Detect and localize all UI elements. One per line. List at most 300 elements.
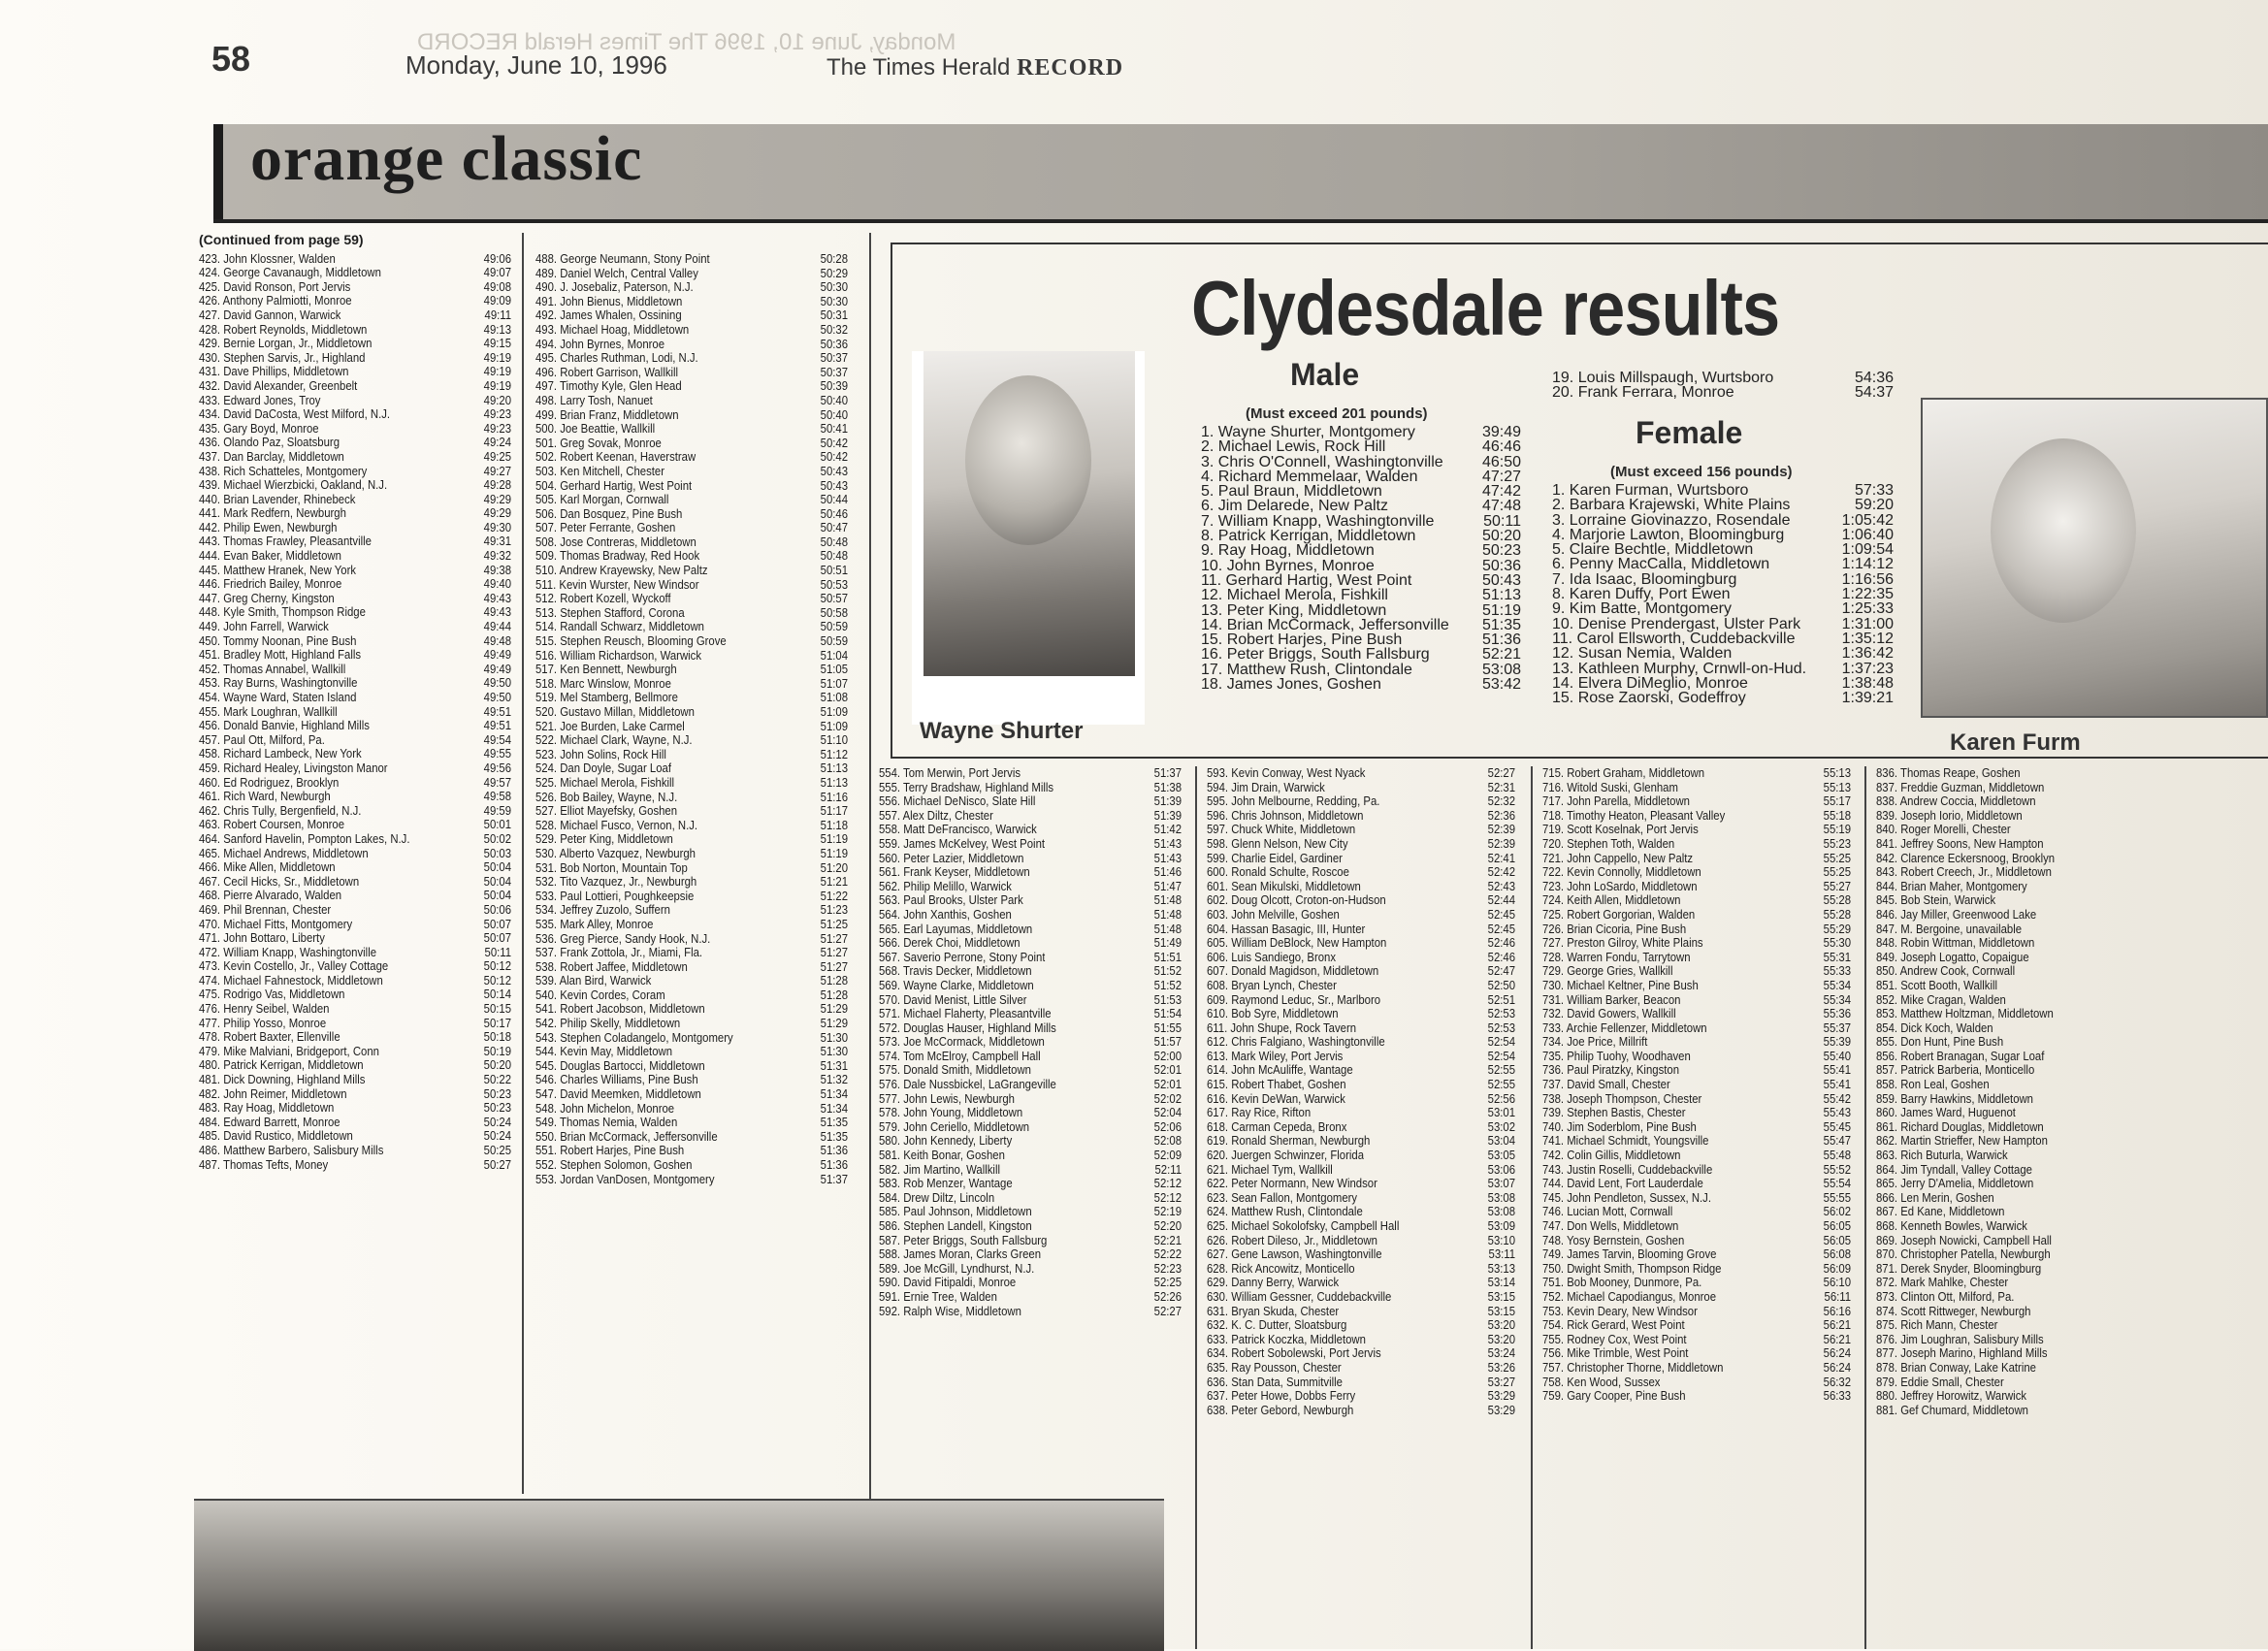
- result-row: [1207, 837, 1515, 852]
- result-row: [879, 1290, 1182, 1305]
- finish-time: 50:59: [820, 619, 849, 634]
- runner-name: 496. Robert Garrison, Wallkill: [535, 365, 679, 379]
- finish-time: 50:57: [820, 591, 849, 606]
- result-row: [199, 351, 511, 366]
- result-row: [199, 323, 511, 338]
- finish-time: 57:33: [1854, 482, 1894, 499]
- finish-time: 55:43: [1823, 1105, 1852, 1120]
- result-row: [535, 1130, 848, 1145]
- result-row: [535, 1102, 848, 1117]
- result-row: [199, 918, 511, 932]
- result-row: [199, 790, 511, 804]
- finish-time: 46:46: [1481, 438, 1521, 456]
- finish-time: 55:54: [1823, 1176, 1852, 1191]
- runner-name: 558. Matt DeFrancisco, Warwick: [879, 823, 1037, 837]
- runner-name: 874. Scott Rittweger, Newburgh: [1876, 1304, 2031, 1318]
- result-row: [1201, 425, 1521, 439]
- result-row: [1201, 543, 1521, 558]
- finish-time: 51:07: [820, 675, 849, 691]
- result-row: [879, 1106, 1182, 1120]
- finish-time: 1:39:21: [1841, 690, 1894, 707]
- result-row: [879, 1007, 1182, 1021]
- runner-name: 503. Ken Mitchell, Chester: [535, 464, 665, 478]
- runner-name: 598. Glenn Nelson, New City: [1207, 836, 1348, 851]
- runner-name: 836. Thomas Reape, Goshen: [1876, 766, 2021, 780]
- result-row: [1542, 893, 1851, 908]
- result-row: [1876, 1276, 2167, 1290]
- result-row: [879, 936, 1182, 951]
- runner-name: 450. Tommy Noonan, Pine Bush: [199, 633, 357, 648]
- runner-name: 587. Peter Briggs, South Fallsburg: [879, 1233, 1048, 1247]
- runner-name: 850. Andrew Cook, Cornwall: [1876, 964, 2016, 979]
- runner-name: 474. Michael Fahnestock, Middletown: [199, 973, 383, 987]
- result-row: [199, 592, 511, 606]
- runner-name: 461. Rich Ward, Newburgh: [199, 790, 331, 804]
- runner-name: 723. John LoSardo, Middletown: [1542, 879, 1698, 893]
- finish-time: 53:27: [1487, 1374, 1516, 1389]
- result-row: [879, 1305, 1182, 1319]
- runner-name: 445. Matthew Hranek, New York: [199, 563, 357, 577]
- finish-time: 51:31: [820, 1057, 849, 1073]
- finish-time: 50:44: [820, 492, 849, 507]
- finish-time: 51:17: [820, 803, 849, 819]
- result-row: [535, 507, 848, 522]
- result-row: [535, 1059, 848, 1074]
- result-row: [199, 847, 511, 861]
- result-row: [535, 691, 848, 705]
- result-row: [199, 889, 511, 903]
- runner-name: 729. George Gries, Wallkill: [1542, 964, 1673, 979]
- result-row: [199, 465, 511, 479]
- result-row: [1876, 1219, 2167, 1234]
- finish-time: 52:06: [1153, 1118, 1183, 1134]
- result-row: [879, 1063, 1182, 1078]
- runner-name: 10. Denise Prendergast, Ulster Park: [1552, 615, 1801, 632]
- runner-name: 549. Thomas Nemia, Walden: [535, 1116, 678, 1130]
- column-divider: [1864, 766, 1866, 1649]
- runner-name: 3. Chris O'Connell, Washingtonville: [1201, 453, 1443, 470]
- result-row: [1207, 964, 1515, 979]
- result-row: [1207, 979, 1515, 993]
- finish-time: 56:05: [1823, 1218, 1852, 1233]
- finish-time: 51:21: [820, 874, 849, 890]
- runner-name: 624. Matthew Rush, Clintondale: [1207, 1205, 1363, 1219]
- result-row: [535, 748, 848, 762]
- runner-name: 595. John Melbourne, Redding, Pa.: [1207, 794, 1380, 809]
- result-row: [1542, 951, 1851, 965]
- runner-name: 434. David DaCosta, West Milford, N.J.: [199, 407, 391, 422]
- finish-time: 51:55: [1153, 1020, 1183, 1035]
- result-row: [879, 781, 1182, 795]
- runner-name: 756. Mike Trimble, West Point: [1542, 1346, 1689, 1361]
- runner-name: 877. Joseph Marino, Highland Mills: [1876, 1346, 2048, 1361]
- result-row: [1542, 1177, 1851, 1191]
- results-column-1: [199, 233, 511, 1172]
- result-row: [1876, 852, 2167, 866]
- runner-name: 719. Scott Koselnak, Port Jervis: [1542, 823, 1699, 837]
- runner-name: 567. Saverio Perrone, Stony Point: [879, 950, 1046, 964]
- runner-name: 752. Michael Capodiangus, Monroe: [1542, 1289, 1717, 1304]
- result-row: [1876, 923, 2167, 937]
- result-row: [1207, 893, 1515, 908]
- runner-name: 879. Eddie Small, Chester: [1876, 1375, 2004, 1389]
- result-row: [535, 819, 848, 833]
- runner-name: 753. Kevin Deary, New Windsor: [1542, 1304, 1698, 1318]
- finish-time: 55:41: [1823, 1062, 1852, 1078]
- result-row: [1207, 766, 1515, 781]
- result-row: [1552, 483, 1894, 498]
- runner-name: 493. Michael Hoag, Middletown: [535, 322, 690, 337]
- runner-name: 453. Ray Burns, Washingtonville: [199, 676, 358, 691]
- runner-name: 725. Robert Gorgorian, Walden: [1542, 907, 1696, 922]
- finish-time: 51:48: [1153, 906, 1183, 922]
- result-row: [1876, 1120, 2167, 1135]
- runner-name: 580. John Kennedy, Liberty: [879, 1134, 1013, 1149]
- result-row: [1876, 865, 2167, 880]
- result-row: [1207, 1234, 1515, 1248]
- finish-time: 55:31: [1823, 949, 1852, 964]
- runner-name: 842. Clarence Eckersnoog, Brooklyn: [1876, 851, 2056, 865]
- result-row: [879, 1234, 1182, 1248]
- finish-time: 51:25: [820, 916, 849, 931]
- finish-time: 49:59: [483, 802, 512, 818]
- finish-time: 56:11: [1824, 1288, 1852, 1304]
- runner-name: 473. Kevin Costello, Jr., Valley Cottage: [199, 959, 389, 974]
- runner-name: 606. Luis Sandiego, Bronx: [1207, 950, 1337, 964]
- runner-name: 619. Ronald Sherman, Newburgh: [1207, 1134, 1371, 1149]
- runner-name: 843. Robert Creech, Jr., Middletown: [1876, 865, 2052, 880]
- runner-name: 464. Sanford Havelin, Pompton Lakes, N.J.: [199, 831, 410, 846]
- runner-name: 581. Keith Bonar, Goshen: [879, 1149, 1005, 1163]
- runner-name: 735. Philip Tuohy, Woodhaven: [1542, 1049, 1691, 1063]
- result-row: [1207, 852, 1515, 866]
- finish-time: 47:42: [1481, 483, 1521, 501]
- finish-time: 53:04: [1487, 1133, 1516, 1149]
- finish-time: 52:27: [1153, 1303, 1183, 1318]
- runner-name: 608. Bryan Lynch, Chester: [1207, 978, 1337, 992]
- result-row: [1207, 1205, 1515, 1219]
- runner-name: 486. Matthew Barbero, Salisbury Mills: [199, 1144, 384, 1157]
- finish-time: 49:38: [483, 562, 512, 577]
- result-row: [1207, 936, 1515, 951]
- runner-name: 543. Stephen Coladangelo, Montgomery: [535, 1030, 733, 1045]
- runner-name: 4. Marjorie Lawton, Bloomingburg: [1552, 526, 1785, 543]
- runner-name: 502. Robert Keenan, Haverstraw: [535, 450, 697, 465]
- result-row: [1876, 766, 2167, 781]
- finish-time: 50:32: [820, 321, 849, 337]
- result-row: [1207, 1134, 1515, 1149]
- finish-time: 52:46: [1487, 935, 1516, 951]
- result-row: [1876, 908, 2167, 923]
- finish-time: 52:41: [1487, 850, 1516, 865]
- female-results: [1552, 483, 1894, 705]
- finish-time: 52:26: [1153, 1288, 1183, 1304]
- result-row: [1876, 1389, 2167, 1404]
- finish-time: 55:34: [1823, 977, 1852, 992]
- paper-name: [826, 54, 1123, 81]
- runner-name: 494. John Byrnes, Monroe: [535, 337, 665, 351]
- runner-name: 466. Mike Allen, Middletown: [199, 860, 336, 875]
- runner-name: 845. Bob Stein, Warwick: [1876, 893, 1996, 908]
- finish-time: 51:37: [820, 1171, 849, 1186]
- runner-name: 568. Travis Decker, Middletown: [879, 964, 1032, 979]
- result-row: [879, 852, 1182, 866]
- result-row: [1542, 1219, 1851, 1234]
- finish-time: 49:57: [483, 774, 512, 790]
- result-row: [535, 974, 848, 988]
- finish-time: 1:14:12: [1841, 556, 1894, 573]
- result-row: [535, 791, 848, 805]
- result-row: [879, 1035, 1182, 1050]
- finish-time: 51:42: [1153, 822, 1183, 837]
- result-row: [535, 564, 848, 578]
- runner-name: 550. Brian McCormack, Jeffersonville: [535, 1129, 718, 1144]
- runner-name: 613. Mark Wiley, Port Jervis: [1207, 1049, 1344, 1063]
- runner-name: 479. Mike Malviani, Bridgeport, Conn: [199, 1044, 379, 1058]
- male-note: (Must exceed 201 pounds): [1246, 405, 1428, 422]
- result-row: [199, 663, 511, 677]
- result-row: [1542, 979, 1851, 993]
- result-row: [199, 959, 511, 974]
- result-row: [879, 1120, 1182, 1135]
- runner-name: 565. Earl Layumas, Middletown: [879, 922, 1033, 936]
- finish-time: 1:36:42: [1841, 645, 1894, 663]
- runner-name: 470. Michael Fitts, Montgomery: [199, 917, 353, 931]
- finish-time: 52:39: [1487, 835, 1516, 851]
- result-row: [879, 1092, 1182, 1107]
- runner-name: 454. Wayne Ward, Staten Island: [199, 691, 357, 704]
- finish-time: 51:30: [820, 1044, 849, 1059]
- result-row: [1542, 923, 1851, 937]
- runner-name: 716. Witold Suski, Glenham: [1542, 780, 1678, 794]
- finish-time: 50:42: [820, 435, 849, 450]
- finish-time: 53:13: [1487, 1260, 1516, 1276]
- runner-name: 625. Michael Sokolofsky, Campbell Hall: [1207, 1219, 1400, 1233]
- runner-name: 741. Michael Schmidt, Youngsville: [1542, 1134, 1709, 1149]
- result-row: [1876, 1035, 2167, 1050]
- finish-time: 51:48: [1153, 921, 1183, 936]
- runner-name: 861. Richard Douglas, Middletown: [1876, 1119, 2044, 1134]
- result-row: [535, 379, 848, 394]
- result-row: [1207, 1247, 1515, 1262]
- result-row: [1542, 1191, 1851, 1206]
- result-row: [1876, 964, 2167, 979]
- finish-time: 54:37: [1854, 384, 1894, 402]
- finish-time: 47:27: [1481, 468, 1521, 485]
- finish-time: 53:08: [1487, 1204, 1516, 1219]
- finish-time: 51:35: [820, 1115, 849, 1130]
- runner-name: 499. Brian Franz, Middletown: [535, 407, 679, 422]
- runner-name: 870. Christopher Patella, Newburgh: [1876, 1247, 2051, 1262]
- runner-name: 520. Gustavo Millan, Middletown: [535, 705, 695, 719]
- finish-time: 53:01: [1487, 1105, 1516, 1120]
- runner-name: 732. David Gowers, Wallkill: [1542, 1007, 1676, 1021]
- runner-name: 859. Barry Hawkins, Middletown: [1876, 1091, 2034, 1106]
- runner-name: 637. Peter Howe, Dobbs Ferry: [1207, 1389, 1356, 1404]
- finish-time: 49:49: [483, 647, 512, 663]
- runner-name: 875. Rich Mann, Chester: [1876, 1318, 1998, 1333]
- result-row: [879, 993, 1182, 1008]
- runner-name: 866. Len Merin, Goshen: [1876, 1190, 1994, 1205]
- runner-name: 465. Michael Andrews, Middletown: [199, 846, 369, 860]
- runner-name: 614. John McAuliffe, Wantage: [1207, 1063, 1353, 1078]
- runner-name: 869. Joseph Nowicki, Campbell Hall: [1876, 1233, 2052, 1247]
- result-row: [1207, 1361, 1515, 1376]
- finish-time: 50:48: [820, 548, 849, 564]
- finish-time: 49:19: [483, 364, 512, 379]
- result-row: [1542, 865, 1851, 880]
- finish-time: 50:15: [483, 1001, 512, 1017]
- runner-name: 512. Robert Kozell, Wyckoff: [535, 592, 671, 606]
- result-row: [199, 308, 511, 323]
- finish-time: 49:44: [483, 619, 512, 634]
- finish-time: 50:31: [820, 308, 849, 323]
- runner-name: 530. Alberto Vazquez, Newburgh: [535, 846, 696, 860]
- runner-name: 730. Michael Keltner, Pine Bush: [1542, 978, 1699, 992]
- bottom-photo: [194, 1499, 1164, 1651]
- finish-time: 56:24: [1823, 1359, 1852, 1375]
- face-shape: [965, 375, 1091, 545]
- runner-name: 431. Dave Phillips, Middletown: [199, 365, 349, 379]
- finish-time: 51:32: [820, 1072, 849, 1087]
- result-row: [1876, 1262, 2167, 1277]
- runner-name: 855. Don Hunt, Pine Bush: [1876, 1035, 2004, 1050]
- result-row: [879, 1262, 1182, 1277]
- runner-name: 8. Patrick Kerrigan, Middletown: [1201, 528, 1416, 545]
- finish-time: 52:01: [1153, 1077, 1183, 1092]
- runner-name: 455. Mark Loughran, Wallkill: [199, 704, 338, 719]
- runner-name: 853. Matthew Holtzman, Middletown: [1876, 1007, 2054, 1021]
- finish-time: 55:28: [1823, 906, 1852, 922]
- finish-time: 1:06:40: [1841, 526, 1894, 543]
- runner-name: 457. Paul Ott, Milford, Pa.: [199, 732, 325, 747]
- finish-time: 56:02: [1823, 1204, 1852, 1219]
- result-row: [879, 1219, 1182, 1234]
- result-row: [1207, 794, 1515, 809]
- result-row: [535, 932, 848, 947]
- runner-name: 518. Marc Winslow, Monroe: [535, 676, 671, 691]
- runner-name: 755. Rodney Cox, West Point: [1542, 1332, 1687, 1346]
- result-row: [1542, 823, 1851, 837]
- runner-name: 612. Chris Falgiano, Washingtonville: [1207, 1035, 1385, 1050]
- finish-time: 51:43: [1153, 850, 1183, 865]
- runner-name: 617. Ray Rice, Rifton: [1207, 1106, 1312, 1120]
- result-row: [1207, 1219, 1515, 1234]
- runner-name: 446. Friedrich Bailey, Monroe: [199, 577, 342, 592]
- finish-time: 55:25: [1823, 864, 1852, 880]
- result-row: [1207, 781, 1515, 795]
- result-row: [1876, 1050, 2167, 1064]
- finish-time: 49:29: [483, 491, 512, 506]
- result-row: [199, 648, 511, 663]
- result-row: [535, 366, 848, 380]
- result-row: [1542, 908, 1851, 923]
- bleed-through-text: Monday, June 10, 1996 The Times Herald RECORD: [417, 29, 956, 55]
- runner-name: 13. Kathleen Murphy, Crnwll-on-Hud.: [1552, 660, 1807, 677]
- runner-name: 594. Jim Drain, Warwick: [1207, 780, 1325, 794]
- runner-name: 468. Pierre Alvarado, Walden: [199, 889, 342, 903]
- runner-name: 439. Michael Wierzbicki, Oakland, N.J.: [199, 478, 388, 493]
- finish-time: 55:47: [1823, 1133, 1852, 1149]
- finish-time: 51:38: [1153, 779, 1183, 794]
- result-row: [1207, 1305, 1515, 1319]
- finish-time: 50:43: [820, 463, 849, 478]
- runner-name: 838. Andrew Coccia, Middletown: [1876, 794, 2036, 809]
- result-row: [1207, 1092, 1515, 1107]
- result-row: [535, 408, 848, 423]
- runner-name: 839. Joseph Iorio, Middletown: [1876, 808, 2023, 823]
- runner-name: 15. Rose Zaorski, Godeffroy: [1552, 690, 1746, 707]
- runner-name: 432. David Alexander, Greenbelt: [199, 378, 358, 393]
- finish-time: 53:29: [1487, 1402, 1516, 1417]
- runner-name: 578. John Young, Middletown: [879, 1106, 1023, 1120]
- runner-name: 488. George Neumann, Stony Point: [535, 252, 710, 266]
- result-row: [535, 252, 848, 267]
- finish-time: 49:19: [483, 377, 512, 393]
- finish-time: 50:12: [483, 958, 512, 974]
- runner-name: 513. Stephen Stafford, Corona: [535, 605, 685, 620]
- result-row: [879, 766, 1182, 781]
- runner-name: 441. Mark Redfern, Newburgh: [199, 506, 346, 521]
- runner-name: 726. Brian Cicoria, Pine Bush: [1542, 922, 1687, 936]
- result-row: [1542, 1346, 1851, 1361]
- runner-name: 4. Richard Memmelaar, Walden: [1201, 468, 1418, 485]
- finish-time: 56:24: [1823, 1345, 1852, 1361]
- result-row: [1876, 1205, 2167, 1219]
- runner-name: 484. Edward Barrett, Monroe: [199, 1115, 340, 1129]
- result-row: [1542, 837, 1851, 852]
- clydesdale-title: Clydesdale results: [1191, 265, 1780, 351]
- runner-name: 12. Michael Merola, Fishkill: [1201, 587, 1388, 604]
- finish-time: 51:53: [1153, 991, 1183, 1007]
- finish-time: 50:18: [483, 1029, 512, 1045]
- finish-time: 53:05: [1487, 1148, 1516, 1163]
- result-row: [199, 577, 511, 592]
- result-row: [1201, 469, 1521, 484]
- finish-time: 51:30: [820, 1029, 849, 1045]
- result-row: [1552, 631, 1894, 646]
- finish-time: 49:24: [483, 435, 512, 450]
- result-row: [879, 1050, 1182, 1064]
- finish-time: 49:20: [483, 392, 512, 407]
- result-row: [535, 761, 848, 776]
- result-row: [1542, 1290, 1851, 1305]
- runner-name: 10. John Byrnes, Monroe: [1201, 557, 1375, 574]
- finish-time: 51:36: [820, 1157, 849, 1172]
- runner-name: 521. Joe Burden, Lake Carmel: [535, 719, 685, 733]
- column-divider: [1531, 766, 1533, 1649]
- result-row: [1201, 632, 1521, 647]
- runner-name: 733. Archie Fellenzer, Middletown: [1542, 1020, 1707, 1035]
- runner-name: 437. Dan Barclay, Middletown: [199, 449, 344, 464]
- runner-name: 427. David Gannon, Warwick: [199, 308, 341, 322]
- finish-time: 49:27: [483, 463, 512, 478]
- result-row: [1552, 572, 1894, 587]
- result-row: [879, 951, 1182, 965]
- result-row: [199, 832, 511, 847]
- finish-time: 56:32: [1823, 1374, 1852, 1389]
- result-row: [1542, 852, 1851, 866]
- runner-name: 509. Thomas Bradway, Red Hook: [535, 549, 700, 564]
- photo-karen-furman: [1921, 398, 2268, 718]
- result-row: [1201, 484, 1521, 499]
- runner-name: 751. Bob Mooney, Dunmore, Pa.: [1542, 1276, 1702, 1290]
- finish-time: 49:58: [483, 789, 512, 804]
- finish-time: 55:33: [1823, 963, 1852, 979]
- finish-time: 55:23: [1823, 835, 1852, 851]
- runner-name: 596. Chris Johnson, Middletown: [1207, 808, 1364, 823]
- finish-time: 50:01: [483, 817, 512, 832]
